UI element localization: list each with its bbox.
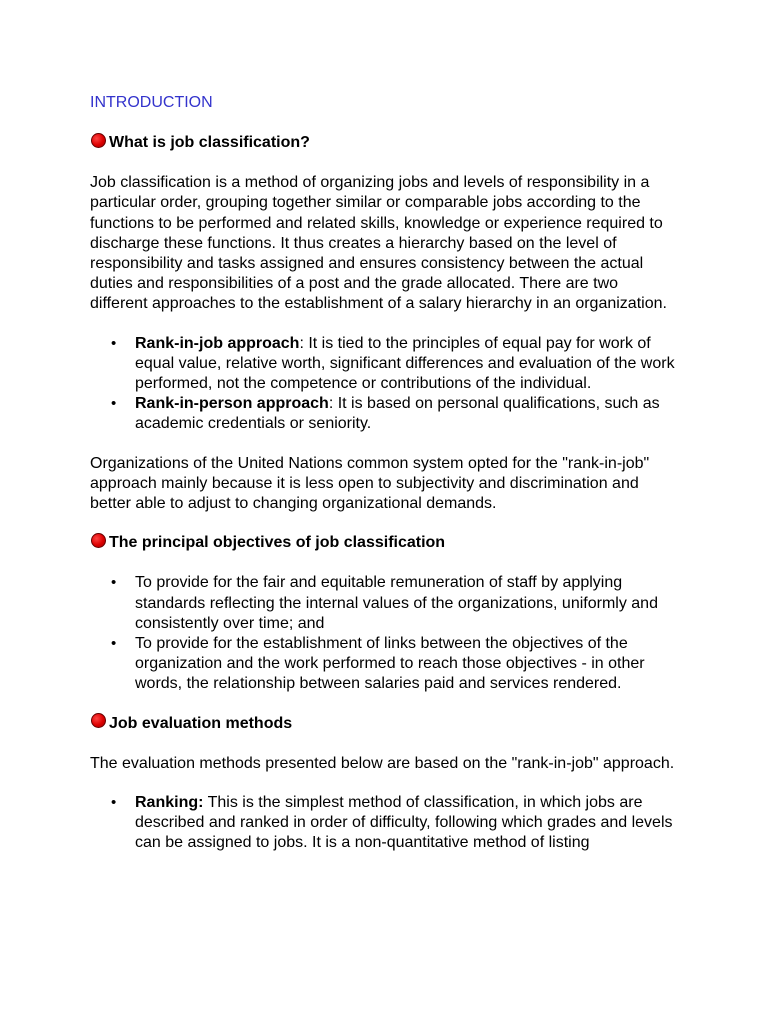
bullet-term: Rank-in-person approach [135, 395, 329, 413]
paragraph: Job classification is a method of organizing jobs and levels of responsibility in a particular order, grouping together similar or comparable jobs according to the functions to be performed and related skills, knowledge or experience required to discharge these functions. It thus creates a hierarchy based on the level of responsibility and tasks assigned and ensures consistency between the actual duties and responsibilities of a post and the grade allocated. There are two different approaches to the establishment of a salary hierarchy in an organization. [90, 174, 667, 313]
list-item: • To provide for the fair and equitable remuneration of staff by applying standards reflecting the internal values of the organizations, uniformly and consistently over time; and [135, 573, 678, 634]
red-bullet-icon [91, 133, 106, 148]
list-item: • To provide for the establishment of links between the objectives of the organization and the work performed to reach those objectives - in other words, the relationship between salaries paid and services rendered. [135, 634, 678, 695]
section-heading-text: The principal objectives of job classification [109, 534, 446, 552]
bullet-text: : It is based on personal qualifications, such as academic credentials or seniority. [135, 395, 660, 433]
bullet-list [90, 334, 678, 435]
bullet-list [90, 793, 678, 854]
list-item [135, 793, 678, 854]
section-heading-what-is-job-classification [90, 133, 678, 153]
bullet-text: This is the simplest method of classification, in which jobs are described and ranked in order of difficulty, following which grades and levels can be assigned to jobs. It is a non-quantitative method of listing [135, 794, 673, 852]
list-item [135, 334, 678, 395]
section-heading-job-evaluation-methods [90, 714, 678, 734]
paragraph: The evaluation methods presented below are based on the "rank-in-job" approach. [90, 754, 675, 772]
paragraph: Organizations of the United Nations common system opted for the "rank-in-job" approach mainly because it is less open to subjectivity and discrimination and better able to adjust to changing organizational demands. [90, 454, 650, 513]
red-bullet-icon [91, 533, 106, 548]
list-item [135, 394, 678, 434]
section-heading-text: What is job classification? [109, 134, 310, 151]
section-heading-text: Job evaluation methods [109, 714, 293, 732]
intro-heading: INTRODUCTION [90, 94, 213, 111]
section-heading-principal-objectives [90, 533, 678, 553]
bullet-text: : It is tied to the principles of equal pay for work of equal value, relative worth, significant differences and evaluation of the work performed, not the competence or contributions of the individual. [135, 334, 675, 393]
red-bullet-icon [91, 713, 106, 728]
bullet-term: Ranking: [135, 794, 204, 812]
bullet-term: Rank-in-job approach [135, 334, 300, 352]
bullet-list [90, 573, 678, 694]
